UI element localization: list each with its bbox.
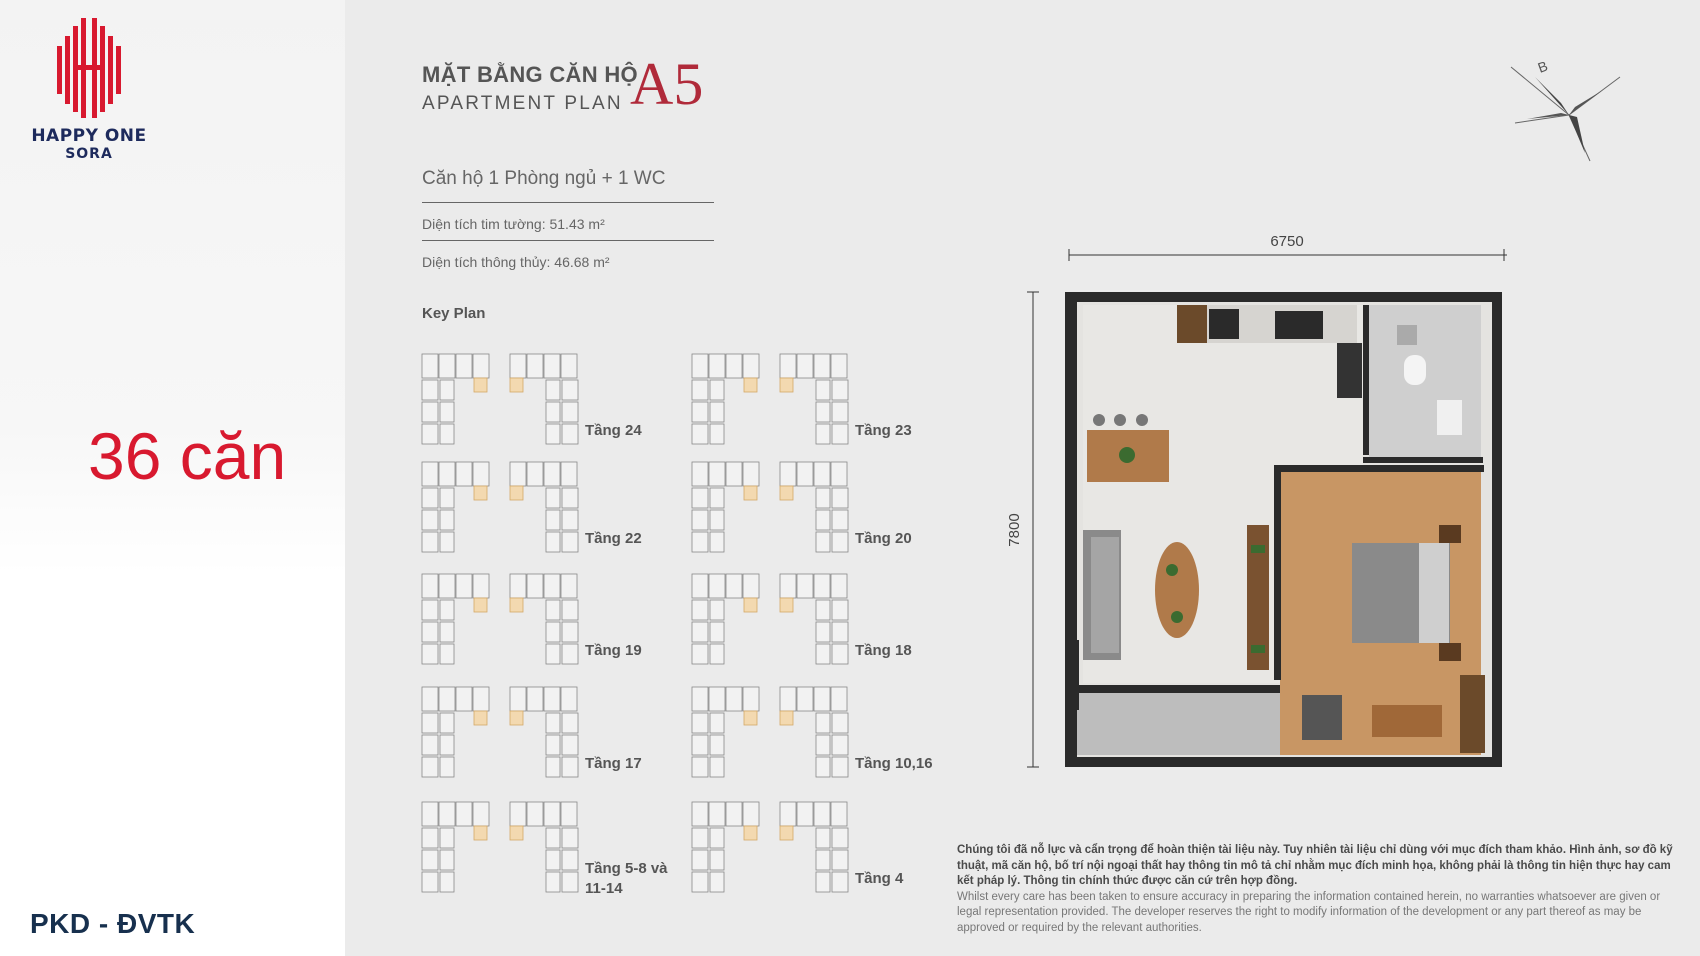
area-clear: Diện tích thông thủy: 46.68 m² [422,254,610,270]
disclaimer-vn: Chúng tôi đã nỗ lực và cẩn trọng để hoàn thiện tài liệu này. Tuy nhiên tài liệu chỉ dùng với mục đích tham khảo. Hình ảnh, sơ đồ kỹ thuật, mã căn hộ, bố trí nội ngoại thất hay thông tin mô tả chỉ nhằm mục đích minh họa, không phải là thông tin hiện thực hay cam kết pháp lý. Thông tin chính thức được căn cứ trên hợp đồng. [957,844,1673,887]
keyplan-floor-label: Tầng 5-8 và [585,860,668,877]
compass-icon [1505,55,1625,165]
brand-sub: SORA [65,146,113,162]
keyplan-thumbnail [692,352,852,452]
page-title-en: APARTMENT PLAN [422,93,623,114]
keyplan-floor-label: Tầng 23 [855,422,912,439]
keyplan-item [692,460,942,555]
keyplan-item [692,800,942,895]
keyplan-item [422,352,672,447]
divider [422,240,714,241]
brand-logo [14,18,164,168]
keyplan-thumbnail [692,460,852,560]
page-title-vn: MẶT BẰNG CĂN HỘ [422,62,638,87]
disclaimer [957,843,1682,936]
unit-type: Căn hộ 1 Phòng ngủ + 1 WC [422,168,666,189]
keyplan-thumbnail [422,800,582,900]
keyplan-item [422,800,672,895]
keyplan-floor-label: Tầng 17 [585,755,642,772]
keyplan-thumbnail [422,572,582,672]
brand-logo-mark [54,18,124,118]
keyplan-floor-label: 11-14 [585,880,623,897]
keyplan-thumbnail [422,685,582,785]
keyplan-label: Key Plan [422,305,486,322]
keyplan-floor-label: Tầng 10,16 [855,755,933,772]
keyplan-thumbnail [422,352,582,452]
left-panel [0,0,345,956]
height-dimension: 7800 [1006,513,1023,547]
footer-tag: PKD - ĐVTK [30,908,196,939]
brand-name: HAPPY ONE [31,126,147,146]
keyplan-thumbnail [692,800,852,900]
keyplan-thumbnail [692,572,852,672]
disclaimer-en: Whilst every care has been taken to ensure accuracy in preparing the information contained herein, no warranties whatsoever are given or legal representation provided. The developer reserves the right to modify information of the development or any part thereof as may be approved or required by the relevant authorities. [957,890,1661,934]
keyplan-floor-label: Tầng 19 [585,642,642,659]
keyplan-floor-label: Tầng 4 [855,870,904,887]
keyplan-item [422,460,672,555]
apartment-code: A5 [630,51,704,117]
keyplan-floor-label: Tầng 22 [585,530,642,547]
keyplan-item [422,685,672,780]
keyplan-thumbnail [692,685,852,785]
floor-plan [1006,225,1507,780]
keyplan-floor-label: Tầng 24 [585,422,642,439]
area-wall: Diện tích tim tường: 51.43 m² [422,216,605,232]
keyplan-floor-label: Tầng 18 [855,642,912,659]
main-panel [345,0,1700,956]
unit-count: 36 căn [88,419,287,493]
compass-label: B [1535,57,1550,76]
keyplan-floor-label: Tầng 20 [855,530,912,547]
keyplan-thumbnail [422,460,582,560]
keyplan-item [422,572,672,667]
keyplan-item [692,572,942,667]
divider [422,202,714,203]
keyplan-item [692,352,942,447]
width-dimension: 6750 [1270,233,1304,250]
keyplan-item [692,685,942,780]
